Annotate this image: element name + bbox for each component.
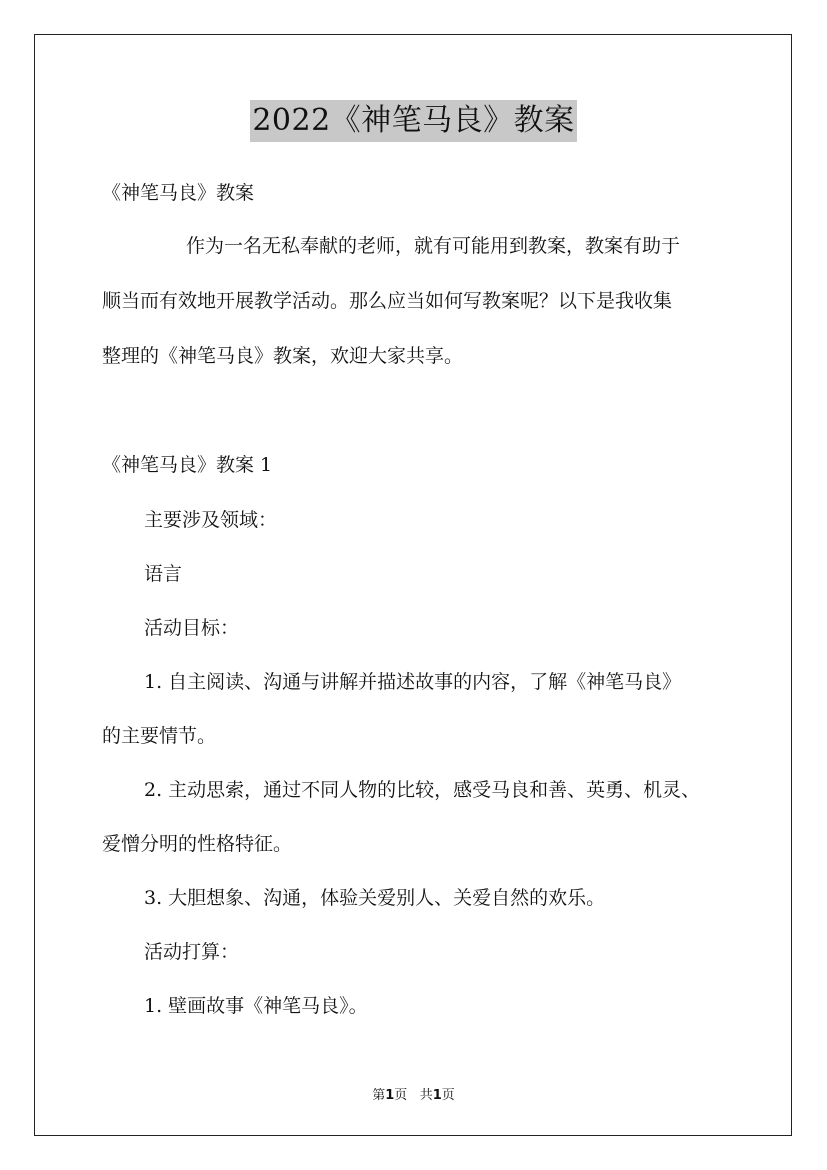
body-line-4: 1. 自主阅读、沟通与讲解并描述故事的内容，了解《神笔马良》 [144,671,682,693]
body-line-2: 语言 [144,563,183,585]
intro-line-1: 作为一名无私奉献的老师，就有可能用到教案，教案有助于 [186,235,681,257]
body-line-9: 活动打算： [144,941,240,963]
body-line-5: 的主要情节。 [102,725,217,747]
footer-page-prefix: 第 [372,1088,386,1103]
section-heading: 《神笔马良》教案 1 [102,454,273,476]
title-container [0,100,827,142]
page-footer [0,1084,827,1103]
body-line-8: 3. 大胆想象、沟通，体验关爱别人、关爱自然的欢乐。 [144,887,606,909]
intro-heading: 《神笔马良》教案 [102,182,255,204]
intro-line-2: 顺当而有效地开展教学活动。那么应当如何写教案呢？以下是我收集 [102,290,673,312]
footer-total-number: 1 [432,1088,442,1103]
body-line-6: 2. 主动思索，通过不同人物的比较，感受马良和善、英勇、机灵、 [144,779,701,801]
document-title: 2022《神笔马良》教案 [250,100,576,142]
footer-page-number: 1 [385,1088,395,1103]
body-line-7: 爱憎分明的性格特征。 [102,833,293,855]
footer-page-suffix: 页 [394,1088,408,1103]
footer-total-prefix: 共 [419,1088,433,1103]
intro-line-3: 整理的《神笔马良》教案，欢迎大家共享。 [102,345,464,367]
body-line-1: 主要涉及领域： [144,509,278,531]
footer-total-suffix: 页 [441,1088,455,1103]
body-line-3: 活动目标： [144,617,240,639]
body-line-10: 1. 壁画故事《神笔马良》。 [144,995,368,1017]
